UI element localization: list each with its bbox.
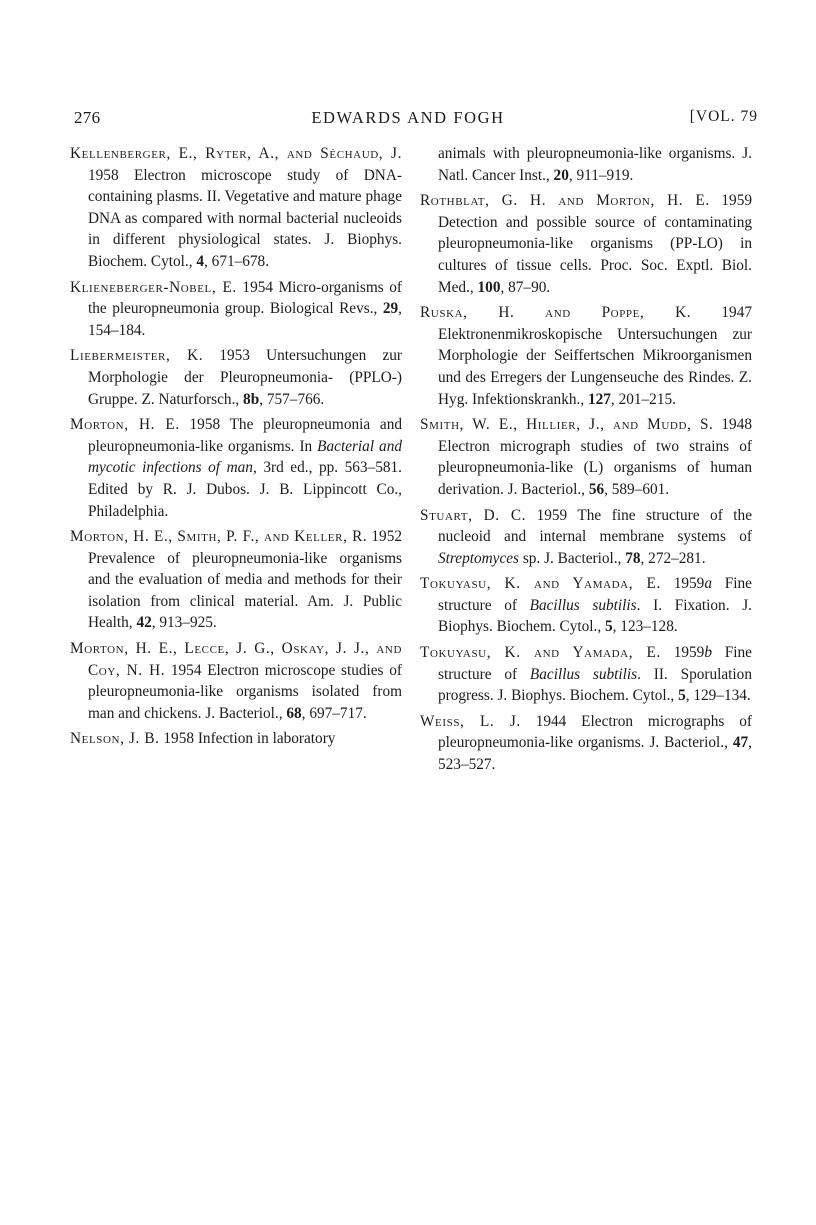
reference-rothblat-morton: Rothblat, G. H. and Morton, H. E. 1959 Detection and possible source of contaminating pleuropneumonia-like organisms (PP-LO) in cultures of tissue cells. Proc. Soc. Exptl. Biol. Med., 100, 87–90. bbox=[420, 192, 753, 296]
reference-liebermeister: Liebermeister, K. 1953 Untersuchungen zur Morphologie der Pleuropneumonia- (PPLO-) Gruppe. Z. Naturforsch., 8b, 757–766. bbox=[70, 347, 402, 408]
reference-stuart: Stuart, D. C. 1959 The fine structure of the nucleoid and internal membrane systems of Streptomyces sp. J. Bacteriol., 78, 272–281. bbox=[420, 506, 752, 567]
reference-morton-smith-keller: Morton, H. E., Smith, P. F., and Keller, R. 1952 Prevalence of pleuropneumonia-like organisms and the evaluation of media and methods for their isolation from clinical material. Am. J. Public Health, 42, 913–925. bbox=[70, 528, 402, 632]
reference-tokuyasu-yamada-a: Tokuyasu, K. and Yamada, E. 1959a Fine structure of Bacillus subtilis. I. Fixation. J. Biophys. Biochem. Cytol., 5, 123–128. bbox=[420, 575, 752, 636]
reference-weiss: Weiss, L. J. 1944 Electron micrographs of pleuropneumonia-like organisms. J. Bacteriol., 47, 523–527. bbox=[420, 712, 752, 774]
references-right-column bbox=[420, 143, 752, 780]
reference-morton-lecce-oskay-coy: Morton, H. E., Lecce, J. G., Oskay, J. J., and Coy, N. H. 1954 Electron microscope studies of pleuropneumonia-like organisms isolated from man and chickens. J. Bacteriol., 68, 697–717. bbox=[70, 640, 402, 722]
page-number: 276 bbox=[74, 108, 101, 127]
references-left-column bbox=[70, 143, 402, 754]
reference-klieneberger-nobel: Klieneberger-Nobel, E. 1954 Micro-organisms of the pleuropneumonia group. Biological Revs., 29, 154–184. bbox=[70, 278, 402, 339]
running-head: EDWARDS AND FOGH bbox=[311, 108, 505, 127]
reference-smith-hillier-mudd: Smith, W. E., Hillier, J., and Mudd, S. 1948 Electron micrograph studies of two strains of pleuropneumonia-like (L) organisms of human derivation. J. Bacteriol., 56, 589–601. bbox=[420, 416, 752, 498]
reference-morton-1958: Morton, H. E. 1958 The pleuropneumonia and pleuropneumonia-like organisms. In Bacterial and mycotic infections of man, 3rd ed., pp. 563–581. Edited by R. J. Dubos. J. B. Lippincott Co., Philadelphia. bbox=[70, 416, 402, 520]
reference-nelson-continued: animals with pleuropneumonia-like organisms. J. Natl. Cancer Inst., 20, 911–919. bbox=[438, 145, 752, 184]
reference-nelson: Nelson, J. B. 1958 Infection in laboratory bbox=[70, 730, 336, 748]
reference-tokuyasu-yamada-b: Tokuyasu, K. and Yamada, E. 1959b Fine structure of Bacillus subtilis. II. Sporulation progress. J. Biophys. Biochem. Cytol., 5, 129–134. bbox=[420, 644, 752, 705]
reference-kellenberger: Kellenberger, E., Ryter, A., and Séchaud, J. 1958 Electron microscope study of DNA-containing plasms. II. Vegetative and mature phage DNA as compared with normal bacterial nucleoids in different physiological states. J. Biophys. Biochem. Cytol., 4, 671–678. bbox=[70, 145, 402, 270]
volume-label: [VOL. 79 bbox=[689, 108, 758, 125]
reference-ruska-poppe: Ruska, H. and Poppe, K. 1947 Elektronenmikroskopische Untersuchungen zur Morphologie der Seiffertschen Mikroorganismen und des Erregers der Lungenseuche des Rindes. Z. Hyg. Infektionskrankh., 127, 201–215. bbox=[420, 304, 752, 408]
